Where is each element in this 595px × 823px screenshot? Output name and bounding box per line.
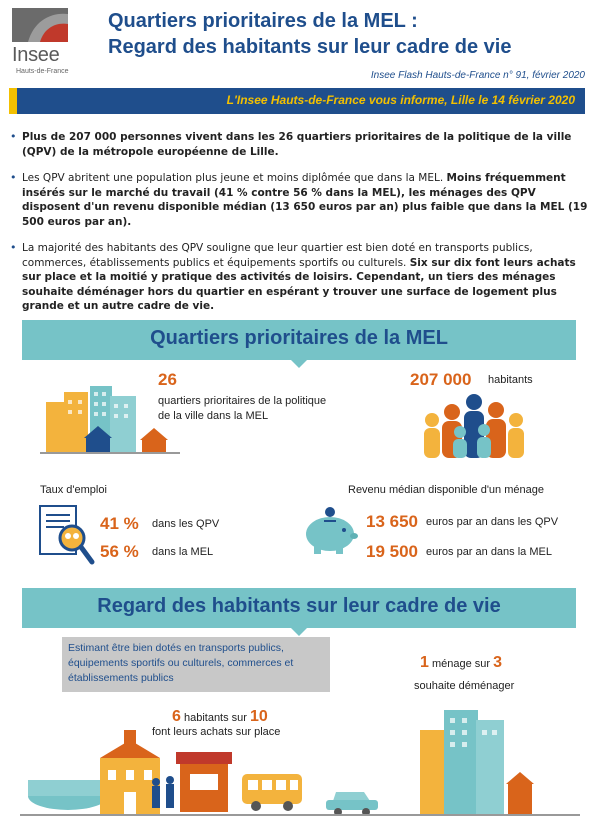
banner-text: L'Insee Hauts-de-France vous informe, Lille le 14 février 2020	[226, 93, 575, 107]
bullet-2	[10, 171, 588, 229]
income-mel-value: 19 500	[366, 542, 418, 561]
population-count: 207 000	[410, 370, 472, 389]
income-qpv-value: 13 650	[366, 512, 418, 531]
bullet-1	[10, 130, 588, 159]
population-label: habitants	[488, 374, 533, 386]
insee-logo	[8, 6, 72, 78]
qpv-count: 26	[158, 370, 177, 389]
bullet-3	[10, 241, 588, 314]
bullet-1-text: Plus de 207 000 personnes vivent dans les 26 quartiers prioritaires de la politique de la ville (QPV) de la métropole européenne de Lille.	[22, 131, 572, 158]
document-magnifier-icon	[38, 504, 96, 568]
bullet-3-text-b: Six sur dix font leurs achats sur place et la moitié y pratique des activités de loisirs. Cependant, un tiers des ménages souhaite déménager hors du quartier en espérant y trouver une surface de logement plus grande et un autre cadre de vie.	[22, 256, 576, 312]
summary-bullets	[10, 130, 588, 326]
move-num-2: 3	[493, 654, 503, 671]
amenities-text: Estimant être bien dotés en transports publics, équipements sportifs ou culturels, commerces et établissements publics	[68, 642, 294, 684]
section-heading-living	[22, 588, 576, 628]
income-mel-label: euros par an dans la MEL	[426, 546, 552, 558]
shop-mid: habitants sur	[183, 712, 247, 724]
income-title: Revenu médian disponible d'un ménage	[348, 484, 544, 496]
info-banner	[9, 88, 585, 114]
move-label: souhaite déménager	[414, 680, 515, 692]
income-qpv-label: euros par an dans les QPV	[426, 516, 559, 528]
logo-mark-icon	[8, 6, 72, 46]
move-num-1: 1	[420, 654, 429, 671]
section-heading-qpv	[22, 320, 576, 360]
shop-num-1: 6	[172, 708, 181, 725]
title-line-1: Quartiers prioritaires de la MEL :	[108, 10, 418, 32]
employment-title: Taux d'emploi	[40, 484, 107, 496]
move-mid: ménage sur	[431, 658, 491, 670]
shop-num-2: 10	[250, 708, 268, 725]
amenities-box	[62, 637, 330, 692]
page-title	[108, 8, 578, 60]
people-icon	[418, 392, 538, 462]
shop-label: font leurs achats sur place	[152, 726, 281, 738]
employment-mel-value: 56 %	[100, 542, 139, 561]
employment-mel-label: dans la MEL	[152, 546, 214, 558]
publication-reference: Insee Flash Hauts-de-France n° 91, février 2020	[370, 70, 585, 81]
logo-word: Insee	[12, 44, 60, 66]
bullet-2-text-b: Moins fréquemment insérés sur le marché du travail (41 % contre 56 % dans la MEL), les ménages des QPV disposent d'un revenu disponible médian (13 650 euros par an) plus faible que dans la MEL (19 500 euros par an).	[22, 172, 588, 228]
bullet-3-text-a: La majorité des habitants des QPV souligne que leur quartier est bien doté en transports publics, commerces, établissements publics et équipements sportifs ou culturels.	[22, 242, 533, 269]
title-line-2: Regard des habitants sur leur cadre de vie	[108, 36, 512, 58]
qpv-label: quartiers prioritaires de la politique de la ville dans la MEL	[158, 395, 327, 422]
section-2-title: Regard des habitants sur leur cadre de vie	[97, 595, 501, 617]
employment-qpv-value: 41 %	[100, 514, 139, 533]
bullet-2-text-a: Les QPV abritent une population plus jeune et moins diplômée que dans la MEL.	[22, 172, 447, 184]
employment-qpv-label: dans les QPV	[152, 518, 220, 530]
section-1-title: Quartiers prioritaires de la MEL	[150, 327, 448, 349]
city-scene-icon	[20, 700, 580, 820]
move-statistic	[420, 654, 502, 672]
piggy-bank-icon	[300, 506, 360, 556]
logo-sub: Hauts-de-France	[16, 68, 69, 75]
